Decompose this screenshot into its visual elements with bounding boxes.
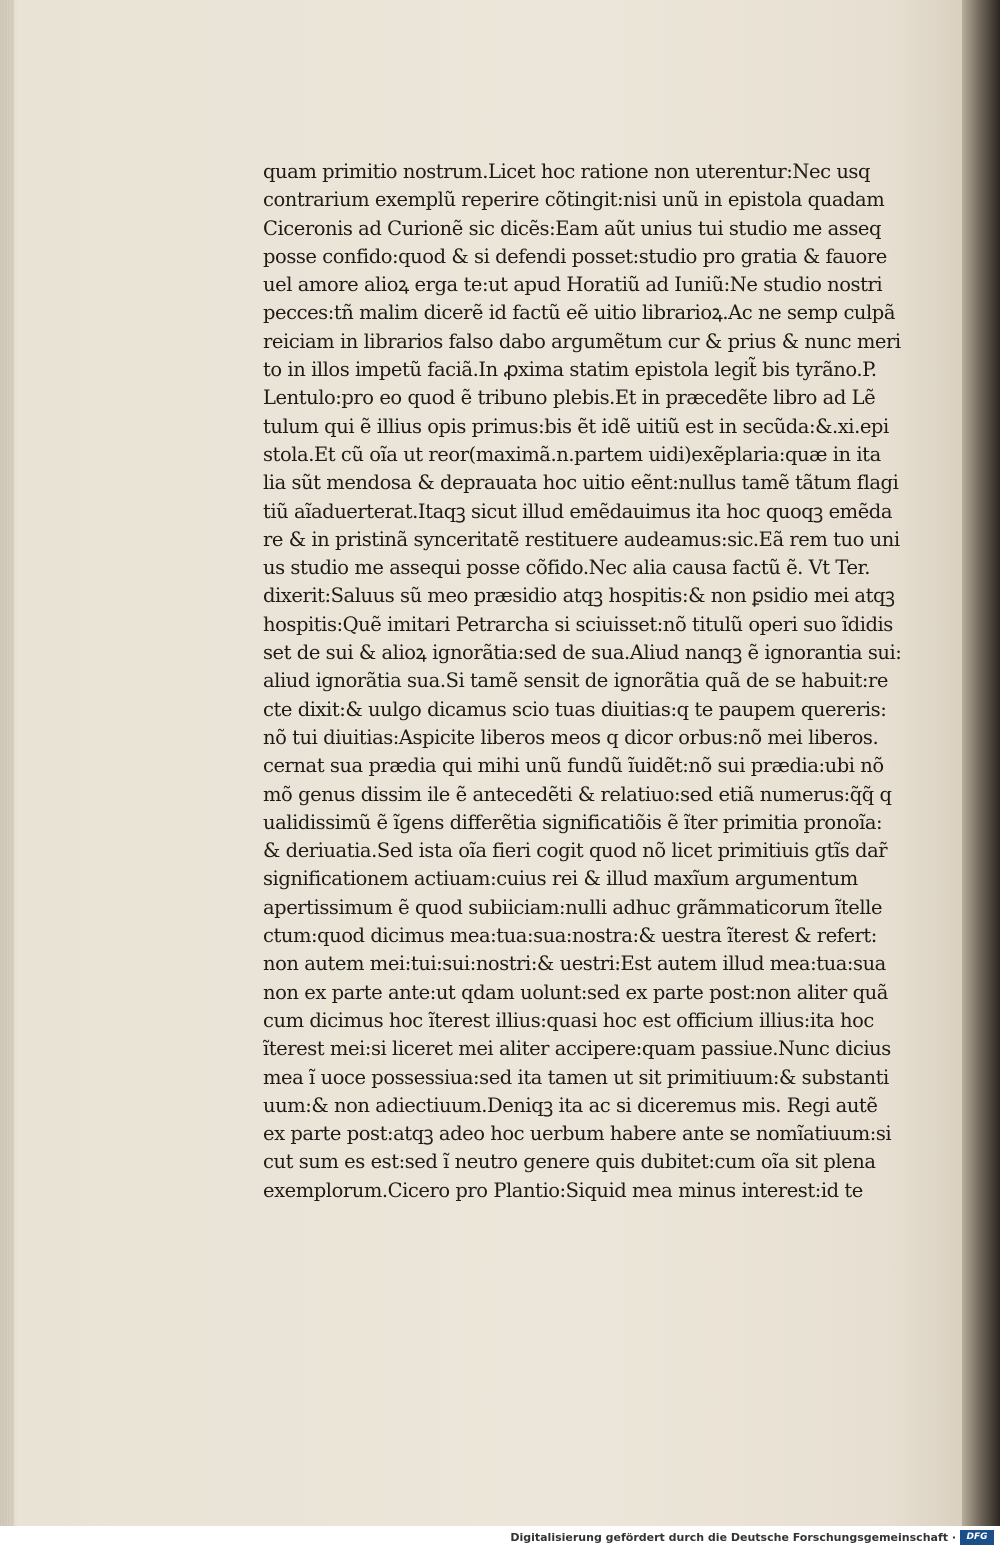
text-line: non ex parte ante:ut qdam uolunt:sed ex parte post:non aliter quã: [263, 980, 888, 1004]
text-line: & deriuatia.Sed ista oĩa fieri cogit quod nõ licet primitiuis gtĩs dar̃: [263, 839, 888, 863]
text-line: significationem actiuam:cuius rei & illud maxĩum argumentum: [263, 867, 858, 891]
text-line: cut sum es est:sed ĩ neutro genere quis dubitet:cum oĩa sit plena: [263, 1150, 876, 1174]
text-line: to in illos impetũ faciã.In ꝓxima statim epistola legit̃ bis tyrãno.P.: [263, 358, 877, 382]
text-line: hospitis:Quẽ imitari Petrarcha si sciuisset:nõ titulũ operi suo ĩdidis: [263, 612, 893, 636]
text-line: cum dicimus hoc ĩterest illius:quasi hoc est officium illius:ita hoc: [263, 1008, 874, 1032]
text-line: apertissimum ẽ quod subiiciam:nulli adhuc grãmmaticorum ĩtelle: [263, 895, 883, 919]
text-line: lia sũt mendosa & deprauata hoc uitio eẽnt:nullus tamẽ tãtum flagi: [263, 471, 899, 495]
text-line: quam primitio nostrum.Licet hoc ratione non uterentur:Nec usq: [263, 160, 871, 183]
text-line: pecces:tñ malim dicerẽ id factũ eẽ uitio librarioꝝ.Ac ne semp culpã: [263, 301, 896, 325]
text-line: tulum qui ẽ illius opis primus:bis ẽt idẽ uitiũ est in secũda:&.xi.epi: [263, 414, 889, 438]
footer-bar: [0, 1526, 1000, 1548]
text-line: aliud ignorãtia sua.Si tamẽ sensit de ignorãtia quã de se habuit:re: [263, 669, 888, 693]
text-line: non autem mei:tui:sui:nostri:& uestri:Est autem illud mea:tua:sua: [263, 952, 886, 976]
text-line: uel amore alioꝝ erga te:ut apud Horatiũ ad Iuniũ:Ne studio nostri: [263, 273, 883, 297]
text-line: dixerit:Saluus sũ meo præsidio atqꝫ hospitis:& non ꝑsidio mei atqꝫ: [263, 584, 895, 608]
text-line: ex parte post:atqꝫ adeo hoc uerbum habere ante se nomĩatiuum:si: [263, 1122, 892, 1146]
text-line: Ciceronis ad Curionẽ sic dicẽs:Eam aũt unius tui studio me asseq: [263, 216, 882, 240]
text-block: [263, 158, 913, 1205]
text-line: ĩterest mei:si liceret mei aliter accipere:quam passiue.Nunc dicius: [263, 1037, 891, 1061]
text-line: re & in pristinã synceritatẽ restituere audeamus:sic.Eã rem tuo uni: [263, 527, 900, 551]
text-line: us studio me assequi posse cõfido.Nec alia causa factũ ẽ. Vt Ter.: [263, 556, 871, 580]
text-line: set de sui & alioꝝ ignorãtia:sed de sua.Aliud nanqꝫ ẽ ignorantia sui:: [263, 641, 902, 665]
text-line: ualidissimũ ẽ ĩgens differẽtia significatiõis ẽ ĩter primitia pronoĩa:: [263, 810, 883, 834]
text-line: nõ tui diuitias:Aspicite liberos meos q dicor orbus:nõ mei liberos.: [263, 725, 879, 749]
text-line: tiũ aĩaduerterat.Itaqꝫ sicut illud emẽdauimus ita hoc quoqꝫ emẽda: [263, 499, 892, 523]
text-line: ctum:quod dicimus mea:tua:sua:nostra:& uestra ĩterest & refert:: [263, 924, 877, 948]
text-line: cte dixit:& uulgo dicamus scio tuas diuitias:q te paupem quereris:: [263, 697, 887, 721]
text-line: stola.Et cũ oĩa ut reor(maximã.n.partem uidi)exẽplaria:quæ in ita: [263, 442, 881, 466]
text-line: uum:& non adiectiuum.Deniqꝫ ita ac si diceremus mis. Regi autẽ: [263, 1093, 878, 1117]
binding-gutter: [962, 0, 1000, 1548]
text-line: posse confido:quod & si defendi posset:studio pro gratia & fauore: [263, 244, 887, 268]
text-line: exemplorum.Cicero pro Plantio:Siquid mea minus interest:id te: [263, 1178, 863, 1202]
text-line: cernat sua prædia qui mihi unũ fundũ ĩuidẽt:nõ sui prædia:ubi nõ: [263, 754, 884, 778]
page-stack-edges: [0, 0, 14, 1548]
text-line: mõ genus dissim ile ẽ antecedẽti & relatiuo:sed etiã numerus:q̃q̃ q: [263, 782, 892, 806]
text-line: mea ĩ uoce possessiua:sed ita tamen ut sit primitiuum:& substanti: [263, 1065, 889, 1089]
text-line: reiciam in librarios falso dabo argumẽtum cur & prius & nunc meri: [263, 329, 901, 353]
dfg-logo: DFG: [960, 1530, 994, 1545]
text-line: Lentulo:pro eo quod ẽ tribuno plebis.Et in præcedẽte libro ad Lẽ: [263, 386, 876, 410]
footer-credit: Digitalisierung gefördert durch die Deutsche Forschungsgemeinschaft ·: [510, 1531, 956, 1544]
text-line: contrarium exemplũ reperire cõtingit:nisi unũ in epistola quadam: [263, 188, 885, 212]
